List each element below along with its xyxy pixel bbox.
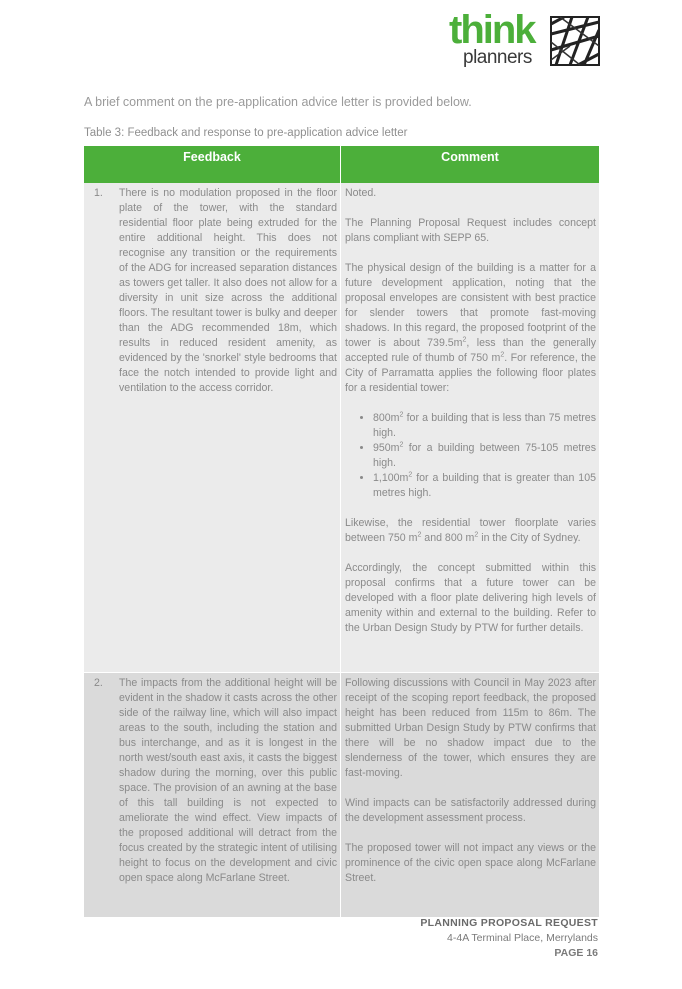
row-number: 2. bbox=[94, 677, 103, 689]
comment-paragraph: Noted. bbox=[345, 187, 377, 199]
intro-paragraph: A brief comment on the pre-application advice letter is provided below. bbox=[84, 95, 472, 109]
page-footer bbox=[420, 916, 598, 961]
comment-cell bbox=[341, 673, 599, 917]
table-header bbox=[84, 146, 599, 183]
logo-map-icon bbox=[550, 16, 600, 66]
footer-title: PLANNING PROPOSAL REQUEST bbox=[420, 917, 598, 929]
comment-cell bbox=[341, 183, 599, 672]
comment-paragraph: The physical design of the building is a matter for a future development application, noting that the proposal envelopes are consistent with best practice for slender towers that promote fast-moving shadows. In this regard, the proposed footprint of the tower is about $739.5m^2$, less than the generally accepted rule of thumb of 750 $m^2$. For reference, the City of Parramatta applies the following floor plates for a residential tower: bbox=[345, 262, 596, 394]
table-row bbox=[84, 183, 599, 672]
list-item: • $800m^2$ for a building that is less than 75 metres high. bbox=[373, 411, 596, 441]
feedback-text: The impacts from the additional height will be evident in the shadow it casts across the other side of the railway line, which will also impact areas to the south, including the station and bus interchange, and as it is longest in the north west/south east axis, it casts the biggest shadow during the morning, over this public space. The provision of an awning at the base of this tall building is not expected to ameliorate the wind effect. View impacts of the proposed additional will detract from the focus created by the strategic intent of utilising height to focus on the development and civic open space along McFarlane Street. bbox=[119, 677, 337, 884]
list-item: • $1,100m^2$ for a building that is greater than 105 metres high. bbox=[373, 471, 596, 501]
list-item: • $950m^2$ for a building between 75-105 metres high. bbox=[373, 441, 596, 471]
page-number: PAGE 16 bbox=[554, 947, 598, 959]
header-feedback: Feedback bbox=[84, 146, 341, 183]
table-row bbox=[84, 672, 599, 917]
comment-paragraph: Wind impacts can be satisfactorily addressed during the development assessment process. bbox=[345, 797, 596, 824]
table-caption: Table 3: Feedback and response to pre-application advice letter bbox=[84, 127, 408, 139]
header-comment: Comment bbox=[441, 150, 499, 164]
logo-planners-text: planners bbox=[463, 47, 532, 68]
logo bbox=[449, 8, 601, 70]
feedback-cell bbox=[84, 183, 341, 672]
feedback-cell bbox=[84, 673, 341, 917]
comment-paragraph: Accordingly, the concept submitted within this proposal confirms that a future tower can be developed with a floor plate delivering high levels of amenity within and external to the building. Refer to the Urban Design Study by PTW for further details. bbox=[345, 562, 596, 634]
comment-paragraph: Following discussions with Council in May 2023 after receipt of the scoping report feedback, the proposed height has been reduced from 115m to 86m. The submitted Urban Design Study by PTW confirms that there will be no shadow impact due to the slenderness of the tower, which ensures they are fast-moving. bbox=[345, 677, 596, 779]
comment-paragraph: Likewise, the residential tower floorplate varies between 750 $m^2$ and 800 $m^2$ in the City of Sydney. bbox=[345, 517, 596, 544]
floorplate-list bbox=[345, 411, 596, 501]
feedback-table bbox=[84, 146, 599, 917]
comment-paragraph: The proposed tower will not impact any views or the prominence of the civic open space along McFarlane Street. bbox=[345, 842, 596, 884]
logo-think-text: think bbox=[449, 8, 535, 52]
row-number: 1. bbox=[94, 187, 103, 199]
footer-address: 4-4A Terminal Place, Merrylands bbox=[447, 932, 598, 944]
comment-paragraph: The Planning Proposal Request includes concept plans compliant with SEPP 65. bbox=[345, 217, 596, 244]
feedback-text: There is no modulation proposed in the floor plate of the tower, with the standard residential floor plate being extruded for the entire additional height. This does not recognise any transition or the requirements of the ADG for increased separation distances as towers get taller. It also does not allow for a diversity in unit size across the additional floors. The resultant tower is bulky and deeper than the ADG recommended 18m, which results in reduced resident amenity, as evidenced by the 'snorkel' style bedrooms that face the notch intended to provide light and ventilation to the access corridor. bbox=[119, 187, 337, 394]
